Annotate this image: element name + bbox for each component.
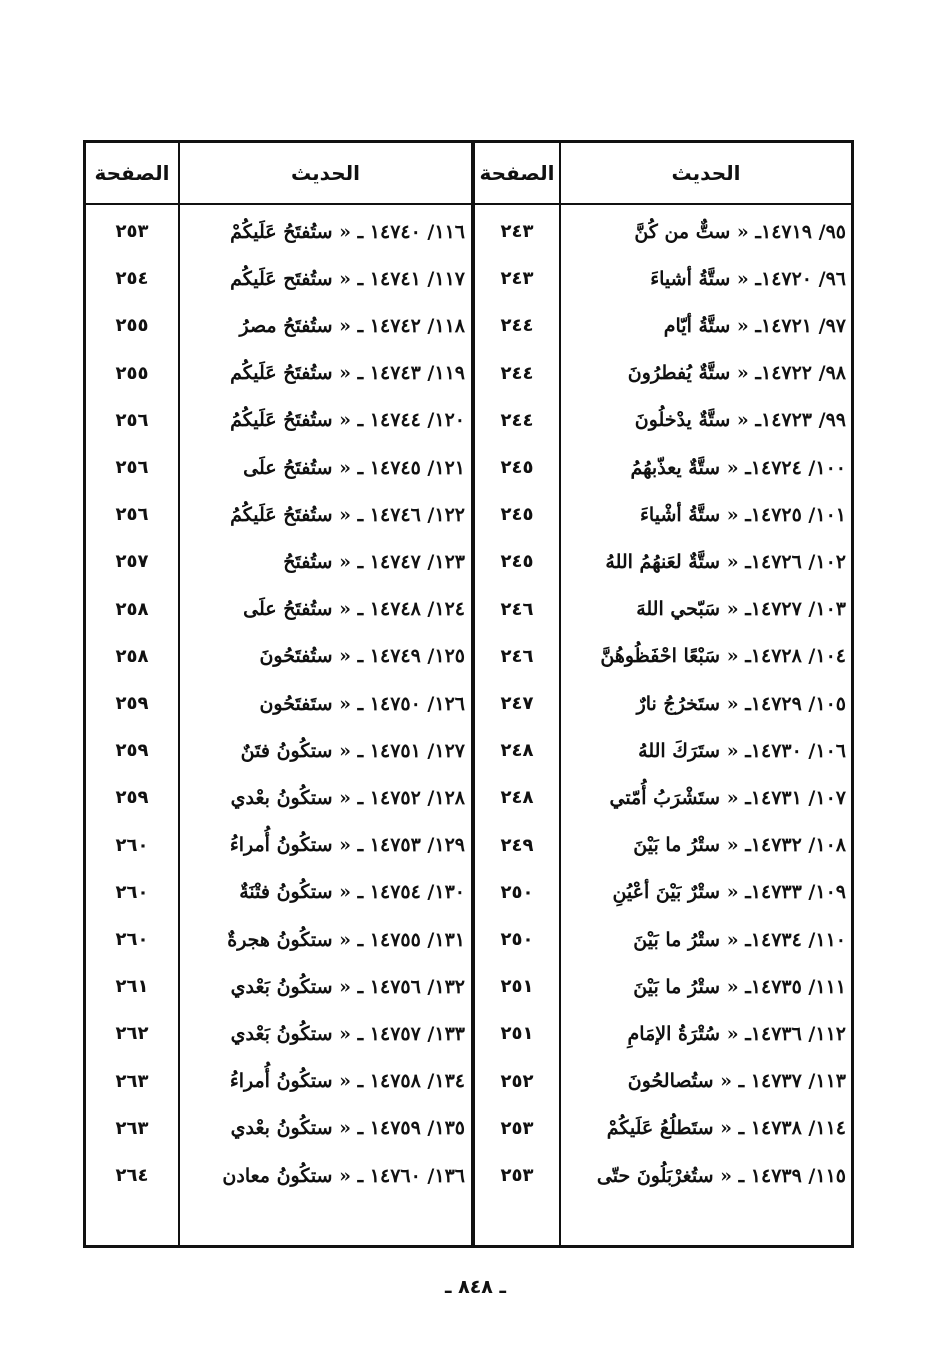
header-hadith-right: الحديث [671, 161, 741, 185]
hadith-entry: ١٠٨/ ١٤٧٣٢ـ « ستْرُ ما بَيْنَ [633, 834, 846, 857]
page-ref: ٢٥٩ [115, 693, 149, 714]
hadith-entry: ١٢٣/ ١٤٧٤٧ ـ « ستُفتَحُ [283, 550, 465, 573]
page-ref: ٢٤٦ [500, 645, 534, 667]
hadith-entry: ١٠٦/ ١٤٧٣٠ـ « ستَرَكَ اللهُ [638, 739, 846, 762]
page-ref: ٢٥٣ [500, 1117, 534, 1139]
hadith-entry: ١١٦/ ١٤٧٤٠ ـ « ستُفتَحُ عَلَيكُمْ [230, 220, 465, 243]
column-divider [559, 143, 561, 1245]
hadith-entry: ١٠٢/ ١٤٧٢٦ـ « ستَّةٌ لعَنهُمُ اللهُ [605, 550, 846, 573]
header-hadith-left: الحديث [290, 161, 360, 185]
hadith-entry: ١٢٤/ ١٤٧٤٨ ـ « ستُفتَحُ علَى [243, 598, 465, 621]
page-ref: ٢٦٣ [115, 1117, 149, 1139]
hadith-entry: ١٢٥/ ١٤٧٤٩ ـ « ستُفتَحُونَ [259, 645, 465, 668]
header-page-left: الصفحة [94, 161, 170, 185]
page-ref: ٢٤٥ [500, 504, 534, 526]
hadith-entry: ١٢٩/ ١٤٧٥٣ ـ « ستكُونُ أُمراءُ [229, 834, 465, 857]
hadith-entry: ١٠١/ ١٤٧٢٥ـ « ستَّةُ أشْياءَ [640, 503, 846, 526]
page-ref: ٢٤٨ [500, 740, 534, 762]
hadith-entry: ١٢٧/ ١٤٧٥١ ـ « ستكُونُ فتَنٌ [240, 739, 465, 762]
hadith-entry: ١١٥/ ١٤٧٣٩ ـ « ستُغرْبَلُونَ حتّى [596, 1164, 846, 1187]
hadith-entry: ١٢٢/ ١٤٧٤٦ ـ « ستُفتَحُ عَلَيكُمُ [230, 503, 465, 526]
page-ref: ٢٥٦ [115, 409, 149, 431]
page-ref: ٢٥١ [500, 1023, 534, 1045]
column-divider [178, 143, 180, 1245]
page-ref: ٢٥٣ [500, 1165, 534, 1186]
page-ref: ٢٥٩ [115, 787, 149, 809]
hadith-entry: ١٠٥/ ١٤٧٢٩ـ « ستَخرُجُ نارٌ [636, 692, 846, 715]
page-ref: ٢٥٦ [115, 457, 149, 478]
hadith-entry: ٩٧/ ١٤٧٢١ـ « ستَّةُ أيّام [663, 314, 846, 337]
page-ref: ٢٥٨ [115, 645, 149, 667]
page-ref: ٢٤٣ [500, 221, 534, 242]
header-divider [86, 203, 851, 205]
hadith-entry: ١٠٤/ ١٤٧٢٨ـ « سَبْعًا احْفَظُوهُنَّ [600, 645, 846, 668]
hadith-entry: ٩٨/ ١٤٧٢٢ـ « ستَّةٌ يُفطرُونَ [627, 362, 846, 385]
hadith-entry: ١٠٧/ ١٤٧٣١ـ « ستَشْرَبُ أُمّتي [609, 786, 846, 809]
page-ref: ٢٥٢ [500, 1070, 534, 1092]
hadith-entry: ١٣١/ ١٤٧٥٥ ـ « ستكُونُ هجرةٌ [227, 928, 465, 951]
page-ref: ٢٦٤ [115, 1165, 149, 1186]
page-ref: ٢٦١ [115, 976, 149, 998]
hadith-entry: ١٠٠/ ١٤٧٢٤ـ « ستَّةٌ يعذّبهُمُ [630, 456, 846, 479]
hadith-entry: ١٣٣/ ١٤٧٥٧ ـ « ستكُونُ بَعْدي [230, 1022, 465, 1045]
page-ref: ٢٤٩ [500, 834, 534, 856]
page-ref: ٢٥٣ [115, 221, 149, 242]
page-ref: ٢٦٠ [115, 834, 149, 856]
page-ref: ٢٦٠ [115, 881, 149, 903]
page-ref: ٢٤٣ [500, 268, 534, 290]
page-ref: ٢٤٦ [500, 598, 534, 620]
hadith-entry: ١٣٢/ ١٤٧٥٦ ـ « ستكُونُ بَعْدي [230, 975, 465, 998]
page-ref: ٢٥٤ [115, 268, 149, 290]
hadith-entry: ١٢٠/ ١٤٧٤٤ ـ « ستُفتَحُ عَلَيكُمُ [230, 409, 465, 432]
page-ref: ٢٤٤ [500, 409, 534, 431]
page-ref: ٢٥٧ [115, 551, 149, 573]
hadith-entry: ١١٤/ ١٤٧٣٨ ـ « ستَطلُعُ عَلَيكُمْ [606, 1117, 846, 1140]
hadith-entry: ١٠٣/ ١٤٧٢٧ـ « سَبّحي اللهَ [636, 598, 846, 621]
page-ref: ٢٥٦ [115, 504, 149, 526]
index-table [83, 140, 854, 1248]
page-ref: ٢٥٥ [115, 362, 149, 384]
page-ref: ٢٤٥ [500, 551, 534, 573]
hadith-entry: ١٣٦/ ١٤٧٦٠ ـ « ستكُونُ معادن [222, 1164, 465, 1187]
hadith-entry: ١٢٦/ ١٤٧٥٠ ـ « ستَفتَحُون [259, 692, 465, 715]
hadith-entry: ٩٥/ ١٤٧١٩ـ « ستٌّ من كُنَّ [634, 220, 846, 243]
hadith-entry: ١١١/ ١٤٧٣٥ـ « ستْرُ ما بَيْنَ [633, 975, 846, 998]
hadith-entry: ١١٠/ ١٤٧٣٤ـ « ستْرُ ما بَيْنَ [633, 928, 846, 951]
hadith-entry: ١١٣/ ١٤٧٣٧ ـ « ستُصالحُونَ [627, 1070, 846, 1093]
page-ref: ٢٦٢ [115, 1023, 149, 1045]
hadith-entry: ١٢١/ ١٤٧٤٥ ـ « ستُفتَحُ علَى [243, 456, 465, 479]
page-number: ـ ٨٤٨ ـ [444, 1276, 506, 1298]
hadith-entry: ١١٩/ ١٤٧٤٣ ـ « ستُفتَحُ عَلَيكُم [230, 362, 465, 385]
page-ref: ٢٥٩ [115, 740, 149, 762]
hadith-entry: ١٣٠/ ١٤٧٥٤ ـ « ستكُونُ فتْنَةٌ [239, 881, 465, 904]
hadith-entry: ١٣٤/ ١٤٧٥٨ ـ « ستكُونُ أُمراءُ [229, 1070, 465, 1093]
page-ref: ٢٤٧ [500, 693, 534, 714]
page-ref: ٢٤٤ [500, 315, 534, 337]
page-ref: ٢٥٨ [115, 598, 149, 620]
page-ref: ٢٤٤ [500, 362, 534, 384]
hadith-entry: ٩٩/ ١٤٧٢٣ـ « ستَّةٌ يدْخلُونَ [634, 409, 846, 432]
page-ref: ٢٤٨ [500, 787, 534, 809]
hadith-entry: ١١٨/ ١٤٧٤٢ ـ « ستُفتَحُ مصرُ [239, 314, 465, 337]
hadith-entry: ١٣٥/ ١٤٧٥٩ ـ « ستكُونُ بعْدي [230, 1117, 465, 1140]
page-ref: ٢٥٠ [500, 881, 534, 903]
page-ref: ٢٦٠ [115, 929, 149, 950]
header-page-right: الصفحة [479, 161, 555, 185]
page-ref: ٢٥٥ [115, 315, 149, 337]
page-ref: ٢٥١ [500, 976, 534, 998]
hadith-entry: ١٠٩/ ١٤٧٣٣ـ « ستْرٌ بَيْنَ أعْيُنِ [612, 881, 846, 904]
hadith-entry: ١١٧/ ١٤٧٤١ ـ « ستُفتَح عَلَيكُم [230, 267, 465, 290]
page-ref: ٢٥٠ [500, 929, 534, 950]
page-ref: ٢٤٥ [500, 457, 534, 478]
page-ref: ٢٦٣ [115, 1070, 149, 1092]
hadith-entry: ١٢٨/ ١٤٧٥٢ ـ « ستكُونُ بعْدي [230, 786, 465, 809]
hadith-entry: ٩٦/ ١٤٧٢٠ـ « ستَّةُ أشياءَ [650, 267, 846, 290]
hadith-entry: ١١٢/ ١٤٧٣٦ـ « سُتْرَةُ الإمَامِ [627, 1022, 846, 1045]
